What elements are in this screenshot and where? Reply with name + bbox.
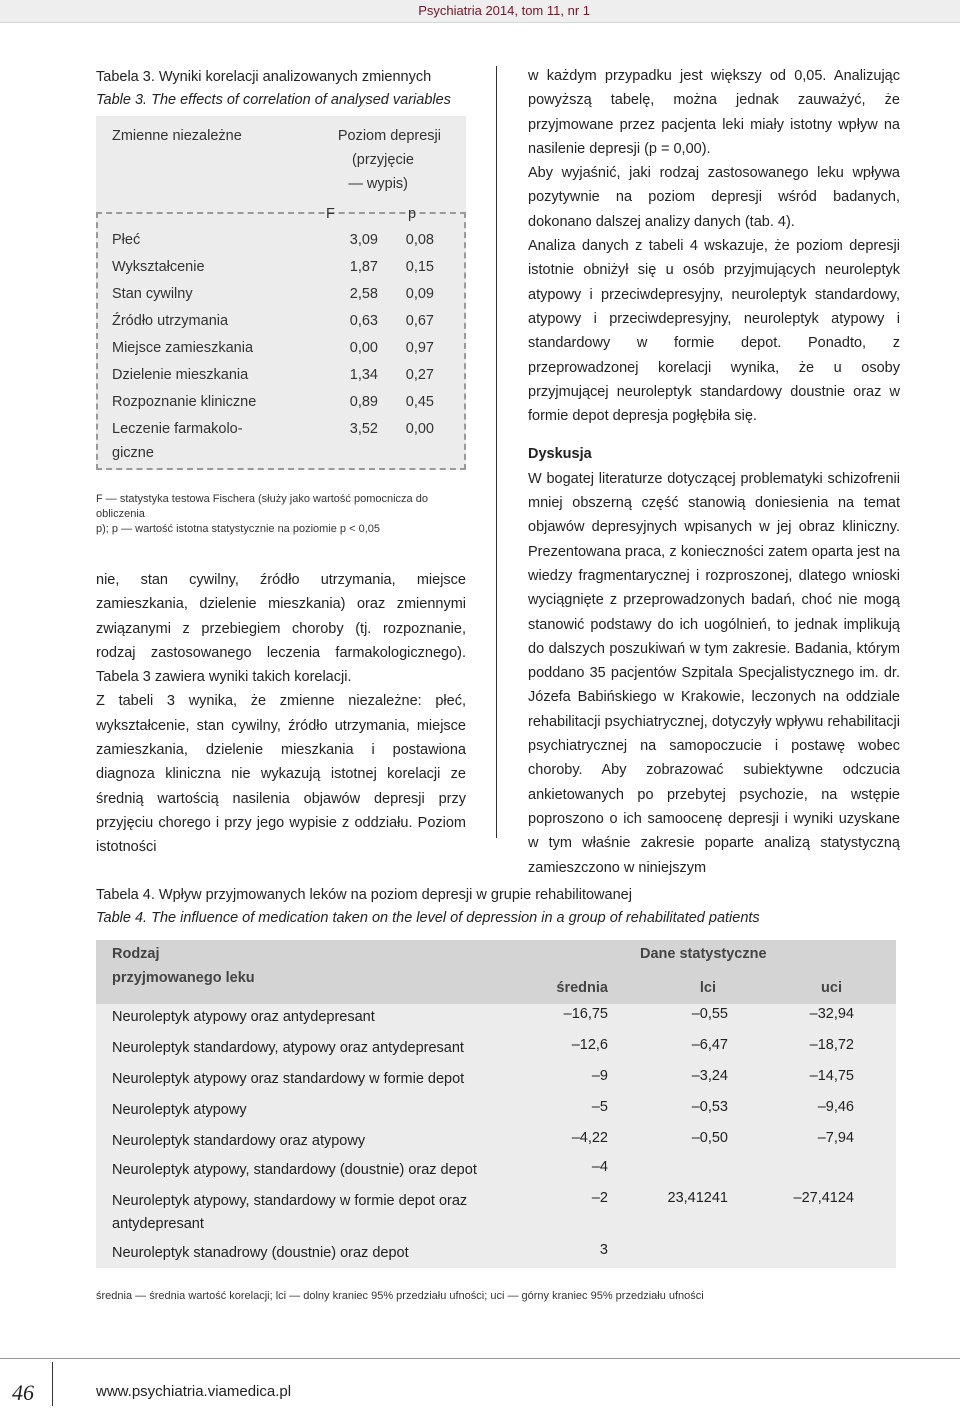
row-mean: –2: [591, 1190, 608, 1206]
table4-caption-en: Table 4. The influence of medication taken on the level of depression in a group of rehabilitated patients: [96, 910, 760, 926]
row-f: 0,63: [349, 313, 378, 329]
row-lci: –0,53: [691, 1099, 728, 1115]
paragraph: Z tabeli 3 wynika, że zmienne niezależne: płeć, wykształcenie, stan cywilny, źródło utrzymania, miejsce zamieszkania, dzielenie mieszkania i postawiona diagnoza kliniczna nie wykazują istotnej korelacji ze średnią wartością nasilenia objawów depresji przy przyjęciu chorego i przy jego wypisie z oddziału. Poziom istotności: [96, 693, 466, 856]
table3-col-p: p: [408, 206, 417, 222]
paragraph: W bogatej literaturze dotyczącej problematyki schizofrenii mniej obszerną część stanowią doniesienia na temat objawów depresyjnych wpisanych w jej obraz kliniczny. Prezentowana praca, z konieczności zatem oparta jest na wiedzy fragmentarycznej i rozproszonej, dlatego wnioski wyciągnięte z przeprowadzonych badań, choć nie mogą stanowić podstawy do ich uogólnień, to jednak implikują do dalszych poszukiwań w tym zakresie. Badania, którym poddano 35 pacjentów Szpitala Specjalistycznego im. dr. Józefa Babińskiego w Krakowie, leczonych na oddziale rehabilitacji psychiatrycznej, dotyczyły wpływu rehabilitacji psychiatrycznej na samopoczucie i postawę wobec choroby. Aby zobrazować subiektywne odczucia ankietowanych po przebytej psychozie, na wstępie poproszono o ich samoocenę depresji i wyniki uzyskane w tym właśnie zakresie poparte analizą statystyczną zamieszczono w niniejszym: [528, 470, 900, 876]
row-name: Neuroleptyk standardowy oraz atypowy: [112, 1133, 366, 1149]
row-p: 0,67: [405, 313, 434, 329]
paragraph: nie, stan cywilny, źródło utrzymania, miejsce zamieszkania, dzielenie mieszkania) oraz zmiennymi związanymi z przebiegiem choroby (tj. rozpoznanie, rodzaj zastosowanego leczenia farmakologicznego). Tabela 3 zawiera wyniki takich korelacji.: [96, 572, 466, 686]
row-uci: –27,4124: [793, 1190, 854, 1206]
row-f: 1,34: [349, 367, 378, 383]
right-column-text: [528, 64, 900, 880]
row-label: Rozpoznanie kliniczne: [112, 394, 257, 410]
row-mean: 3: [599, 1242, 608, 1258]
row-p: 0,15: [405, 259, 434, 275]
row-lci: –0,55: [691, 1006, 728, 1022]
row-mean: –4: [591, 1159, 608, 1175]
table3-caption-en: Table 3. The effects of correlation of analysed variables: [96, 92, 451, 108]
section-heading: Dyskusja: [528, 446, 592, 463]
row-f: 2,58: [349, 286, 378, 302]
row-p: 0,08: [405, 232, 434, 248]
row-p: 0,45: [405, 394, 434, 410]
table3-footnote-line-2: p); p — wartość istotna statystycznie na poziomie p < 0,05: [96, 523, 380, 535]
table4-col-type-1: Rodzaj: [112, 946, 160, 962]
website-link[interactable]: www.psychiatria.viamedica.pl: [96, 1383, 292, 1400]
footer-divider: [52, 1362, 53, 1406]
row-label: Leczenie farmakolo-: [112, 421, 243, 437]
row-uci: –18,72: [809, 1037, 854, 1053]
paragraph: Aby wyjaśnić, jaki rodzaj zastosowanego leku wpływa pozytywnie na poziom depresji wśród badanych, dokonano dalszej analizy danych (tab. 4).: [528, 165, 900, 230]
table-row: [96, 340, 466, 367]
table-row: [96, 286, 466, 313]
row-label-continued: giczne: [112, 445, 154, 461]
table-row: [96, 421, 466, 471]
row-name: Neuroleptyk standardowy, atypowy oraz antydepresant: [112, 1040, 464, 1056]
row-name: Neuroleptyk atypowy oraz antydepresant: [112, 1009, 375, 1025]
row-label: Dzielenie mieszkania: [112, 367, 249, 383]
row-uci: –14,75: [809, 1068, 854, 1084]
table4-col-mean: średnia: [556, 980, 608, 996]
table4-col-type-2: przyjmowanego leku: [112, 970, 255, 986]
table4-col-lci: lci: [699, 980, 716, 996]
row-f: 3,09: [349, 232, 378, 248]
row-f: 1,87: [349, 259, 378, 275]
table-row: [96, 259, 466, 286]
row-p: 0,27: [405, 367, 434, 383]
table3-col-level-3: — wypis): [348, 176, 408, 192]
row-mean: –4,22: [571, 1130, 608, 1146]
row-name: Neuroleptyk stanadrowy (doustnie) oraz depot: [112, 1245, 409, 1261]
table3-caption-pl: Tabela 3. Wyniki korelacji analizowanych zmiennych: [96, 69, 432, 85]
row-mean: –5: [591, 1099, 608, 1115]
row-name: Neuroleptyk atypowy, standardowy w formie depot oraz antydepresant: [112, 1193, 468, 1232]
row-lci: 23,41241: [667, 1190, 728, 1206]
row-mean: –16,75: [563, 1006, 608, 1022]
running-header: [0, 0, 960, 23]
table-row: [96, 313, 466, 340]
row-p: 0,09: [405, 286, 434, 302]
row-uci: –32,94: [809, 1006, 854, 1022]
row-f: 3,52: [349, 421, 378, 437]
paragraph: Analiza danych z tabeli 4 wskazuje, że poziom depresji istotnie obniżył się u osób przyjmujących neuroleptyk atypowy i przeciwdepresyjny, neuroleptyk standardowy, atypowy i przeciwdepresyjny, neuroleptyk atypowy i standardowy w formie depot. Ponadto, z przeprowadzonej korelacji wynika, że u osoby przyjmującej neuroleptyk standardowy doustnie oraz w formie depot depresja pogłębiła się.: [528, 238, 900, 425]
page-number: 46: [12, 1380, 34, 1405]
table4-footnote: średnia — średnia wartość korelacji; lci — dolny kraniec 95% przedziału ufności; uci — górny kraniec 95% przedziału ufności: [96, 1290, 704, 1302]
table3-col-independent: Zmienne niezależne: [112, 128, 242, 144]
column-divider: [496, 66, 497, 838]
table3-caption: [96, 66, 451, 112]
running-title: Psychiatria 2014, tom 11, nr 1: [418, 3, 590, 18]
footer-rule: [0, 1358, 960, 1359]
row-mean: –9: [591, 1068, 608, 1084]
table3-footnote: [96, 492, 476, 537]
row-label: Wykształcenie: [112, 259, 205, 275]
paragraph: w każdym przypadku jest większy od 0,05. Analizując powyższą tabelę, można jednak zauważyć, że przyjmowane przez pacjenta leki miały istotny wpływ na nasilenie depresji (p = 0,00).: [528, 68, 900, 157]
row-label: Źródło utrzymania: [112, 313, 229, 329]
table3-col-level-1: Poziom depresji: [337, 128, 441, 144]
row-uci: –7,94: [817, 1130, 854, 1146]
row-label: Stan cywilny: [112, 286, 193, 302]
table4-col-stats: Dane statystyczne: [640, 946, 767, 962]
row-lci: –6,47: [691, 1037, 728, 1053]
row-label: Miejsce zamieszkania: [112, 340, 254, 356]
table-row: [96, 232, 466, 259]
row-uci: –9,46: [817, 1099, 854, 1115]
row-mean: –12,6: [571, 1037, 608, 1053]
table3: [96, 116, 466, 470]
row-p: 0,00: [405, 421, 434, 437]
table3-col-level-2: (przyjęcie: [351, 152, 414, 168]
table-row: [96, 394, 466, 421]
row-name: Neuroleptyk atypowy: [112, 1102, 247, 1118]
row-name: Neuroleptyk atypowy, standardowy (doustnie) oraz depot: [112, 1162, 477, 1178]
table4-caption-pl: Tabela 4. Wpływ przyjmowanych leków na poziom depresji w grupie rehabilitowanej: [96, 887, 632, 903]
table4: [96, 940, 896, 1268]
table3-col-f: F: [326, 206, 335, 222]
left-column-text: [96, 568, 466, 860]
row-p: 0,97: [405, 340, 434, 356]
table3-footnote-line-1: F — statystyka testowa Fischera (służy jako wartość pomocnicza do obliczenia: [96, 493, 428, 520]
row-f: 0,00: [349, 340, 378, 356]
row-lci: –3,24: [691, 1068, 728, 1084]
table4-header: [96, 940, 896, 1004]
table-row: [96, 367, 466, 394]
row-name: Neuroleptyk atypowy oraz standardowy w formie depot: [112, 1071, 465, 1087]
row-f: 0,89: [349, 394, 378, 410]
row-lci: –0,50: [691, 1130, 728, 1146]
row-label: Płeć: [112, 232, 141, 248]
table4-col-uci: uci: [821, 980, 842, 996]
table4-caption: [96, 884, 760, 930]
